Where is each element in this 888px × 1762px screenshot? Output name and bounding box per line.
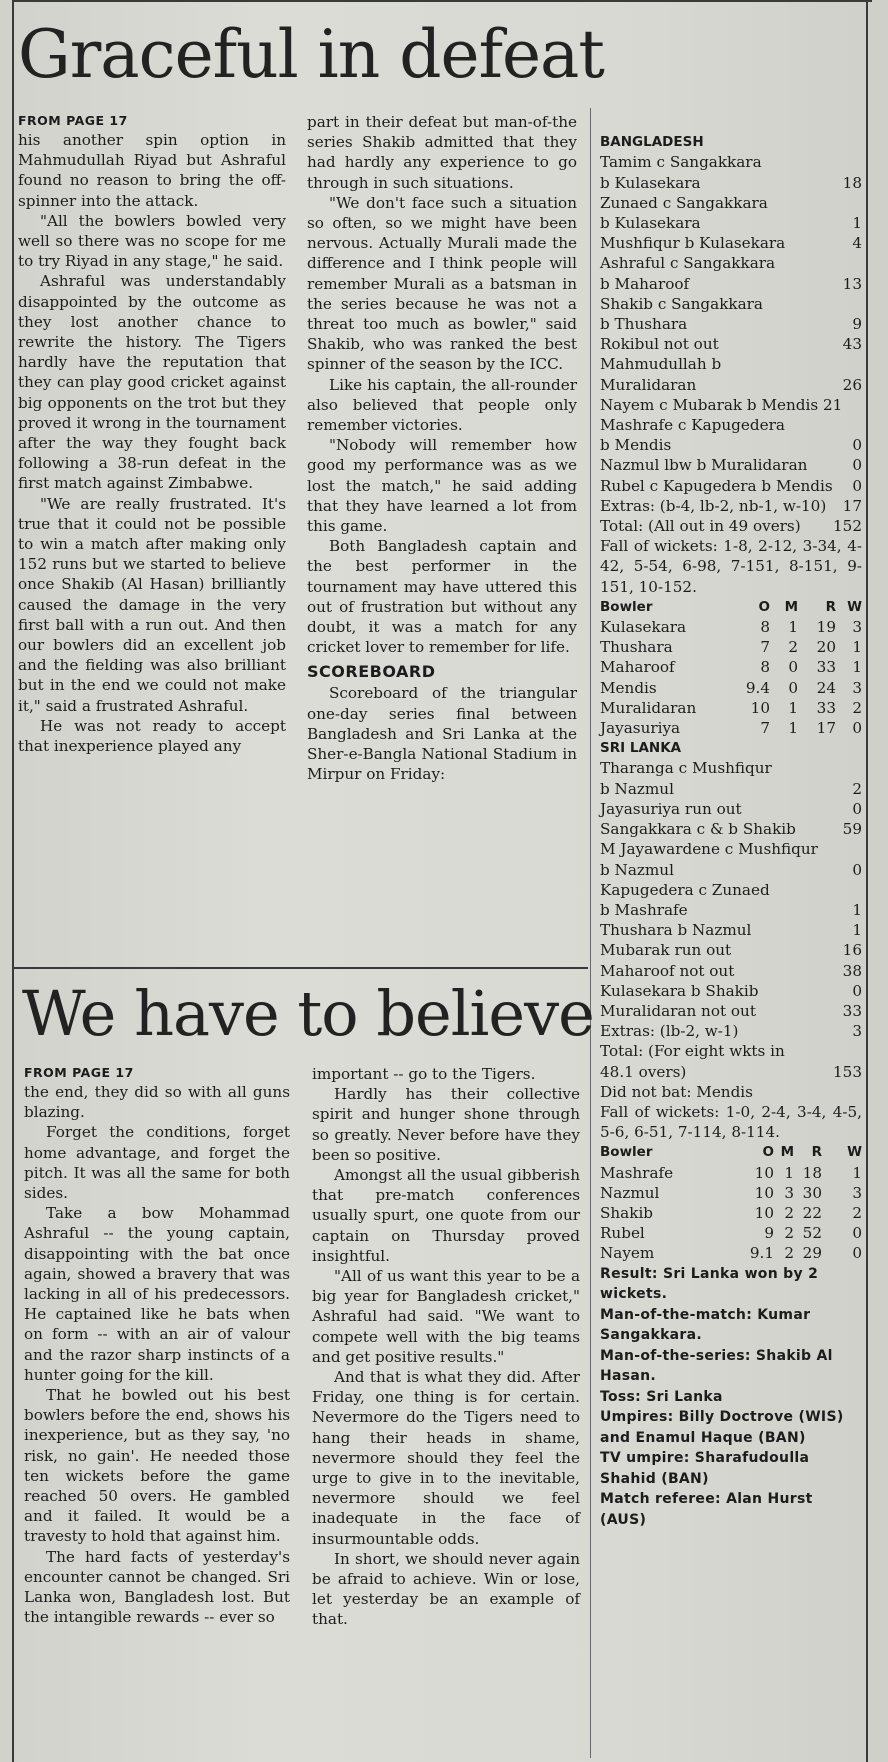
bangladesh-bowling-cell: 18 (802, 1163, 822, 1182)
srilanka-bowling-cell: 10 (750, 698, 770, 717)
bangladesh-batting-entry: Mahmudullah b (600, 355, 722, 374)
srilanka-bowling-row (600, 698, 862, 718)
article1-paragraph: Ashraful was understandably disappointed by the outcome as they lost another chance to rewrite the history. The Tigers hardly have the reputation that they can play good cricket against big opponents on the trot but they proved it wrong in the tournament after the way they fought back following a 38-run defeat in the first match against Zimbabwe. (18, 272, 286, 493)
bangladesh-bowling-row (600, 1163, 862, 1183)
srilanka-bowling-cell: 3 (852, 618, 862, 637)
srilanka-batting-row (600, 961, 862, 981)
srilanka-bowling-figures (600, 617, 862, 738)
match-referee-info: Match referee: Alan Hurst (AUS) (600, 1491, 813, 1528)
team-srilanka-label: SRI LANKA (600, 740, 682, 757)
srilanka-bowling-cell: 33 (816, 698, 836, 717)
left-border-rule (12, 0, 14, 1762)
bangladesh-batting-row (600, 213, 862, 233)
srilanka-bowling-header-cell: W (847, 598, 862, 615)
srilanka-batting-row (600, 981, 862, 1001)
bangladesh-batting-entry: Zunaed c Sangakkara (600, 193, 768, 212)
srilanka-bowling-cell: Mendis (600, 678, 657, 697)
article1-column-2 (307, 112, 577, 785)
srilanka-fall-of-wickets: Fall of wickets: 1-0, 2-4, 3-4, 4-5, 5-6, 6-51, 7-114, 8-114. (600, 1102, 862, 1142)
bangladesh-bowling-cell: 29 (802, 1244, 822, 1263)
bangladesh-batting-entry: Rubel c Kapugedera b Mendis (600, 476, 833, 495)
bangladesh-bowling-cell: 2 (852, 1203, 862, 1222)
article1-paragraph: Like his captain, the all-rounder also believed that people only remember victories. (307, 375, 577, 435)
bangladesh-batting-row (600, 375, 862, 395)
bangladesh-batting-row (600, 455, 862, 475)
bangladesh-batting-runs: 1 (852, 214, 862, 232)
srilanka-bowling-cell: 0 (788, 658, 798, 677)
srilanka-batting-row (600, 1001, 862, 1021)
bangladesh-batting-entry: b Kulasekara (600, 173, 701, 192)
srilanka-bowling-cell: 7 (760, 638, 770, 657)
bangladesh-batting-runs: 0 (852, 476, 862, 495)
bangladesh-bowling-header-cell: O (762, 1144, 774, 1161)
bangladesh-bowling-cell: 0 (852, 1244, 862, 1263)
bangladesh-bowling-cell: Shakib (600, 1203, 654, 1222)
headline-we-have-to-believe: We have to believe (22, 977, 594, 1050)
article1-paragraph: "We are really frustrated. It's true that it could not be possible to win a match after making only 152 runs but we started to believe once Shakib (Al Hasan) brilliantly caused the damage in the very first ball with a run out. And then our bowlers did an excellent job and the fielding was also brilliant but in the end we could not make it," said a frustrated Ashraful. (18, 494, 286, 715)
srilanka-batting-runs: 16 (842, 941, 862, 960)
srilanka-bowling-cell: 20 (816, 638, 836, 657)
srilanka-batting-entry: Total: (For eight wkts in (600, 1042, 785, 1061)
bangladesh-bowling-cell: 2 (784, 1224, 794, 1243)
bangladesh-bowling-header-cell: Bowler (600, 1144, 653, 1161)
srilanka-batting-entry: b Mashrafe (600, 900, 688, 919)
article2-column-2 (312, 1064, 580, 1630)
bangladesh-batting-list (600, 152, 862, 536)
srilanka-batting-row (600, 779, 862, 799)
srilanka-bowling-row (600, 637, 862, 657)
srilanka-bowling-cell: 3 (852, 678, 862, 697)
bangladesh-batting-row (600, 496, 862, 516)
bangladesh-batting-row (600, 314, 862, 334)
bangladesh-batting-runs: 13 (842, 274, 862, 293)
srilanka-bowling-cell: 8 (760, 618, 770, 637)
srilanka-bowling-row (600, 657, 862, 677)
srilanka-bowling-cell: 1 (788, 698, 798, 717)
srilanka-batting-entry: 48.1 overs) (600, 1062, 687, 1081)
from-page-label: FROM PAGE 17 (18, 113, 128, 128)
bangladesh-batting-runs: 43 (842, 335, 862, 354)
article2-paragraph: And that is what they did. After Friday, one thing is for certain. Nevermore do the Tigers need to hang their heads in shame, nevermore should they feel the urge to give in to the inevitable, nevermore should we feel inadequate in the face of insurmountable odds. (312, 1368, 580, 1548)
srilanka-bowling-header-cell: Bowler (600, 598, 653, 615)
srilanka-batting-list (600, 758, 862, 1101)
bangladesh-batting-entry: Extras: (b-4, lb-2, nb-1, w-10) (600, 496, 827, 515)
top-rule (12, 0, 872, 2)
srilanka-bowling-cell: 7 (760, 719, 770, 738)
srilanka-bowling-header-cell: O (758, 598, 770, 615)
srilanka-batting-row (600, 860, 862, 880)
bangladesh-batting-row (600, 233, 862, 253)
bangladesh-bowling-header-cell: W (847, 1144, 862, 1161)
bangladesh-batting-entry: Mashrafe c Kapugedera (600, 416, 785, 435)
bangladesh-batting-row (600, 173, 862, 193)
bangladesh-batting-row (600, 516, 862, 536)
srilanka-bowling-cell: Jayasuriya (600, 719, 681, 738)
bangladesh-fall-of-wickets: Fall of wickets: 1-8, 2-12, 3-34, 4-42, 5-54, 6-98, 7-151, 8-151, 9-151, 10-152. (600, 537, 862, 596)
bangladesh-batting-runs: 9 (852, 315, 862, 334)
bangladesh-batting-row (600, 395, 862, 415)
srilanka-batting-runs: 1 (852, 900, 862, 919)
srilanka-batting-runs: 3 (852, 1022, 862, 1041)
bangladesh-batting-runs: 26 (842, 375, 862, 394)
srilanka-batting-runs: 0 (852, 860, 862, 879)
srilanka-bowling-row (600, 678, 862, 698)
srilanka-bowling-cell: 1 (852, 658, 862, 677)
srilanka-bowling-cell: 0 (852, 719, 862, 738)
bangladesh-batting-row (600, 253, 862, 273)
bangladesh-bowling-row (600, 1243, 862, 1263)
team-bangladesh-label: BANGLADESH (600, 134, 704, 151)
srilanka-batting-entry: Kulasekara b Shakib (600, 981, 759, 1000)
srilanka-batting-row (600, 900, 862, 920)
srilanka-bowling-cell: 33 (816, 658, 836, 677)
srilanka-batting-runs: 59 (842, 820, 862, 839)
bangladesh-batting-row (600, 415, 862, 435)
bangladesh-bowling-cell: 2 (784, 1244, 794, 1263)
article2-paragraph: That he bowled out his best bowlers before the end, shows his inexperience, but as they say, 'no risk, no gain'. He needed those ten wickets before the game reached 50 overs. He gambled and it failed. It would be a travesty to hold that against him. (24, 1386, 290, 1546)
bangladesh-bowling-row (600, 1223, 862, 1243)
srilanka-batting-runs: 2 (852, 779, 862, 798)
bangladesh-bowling-cell: Nazmul (600, 1183, 660, 1202)
srilanka-batting-entry: Sangakkara c & b Shakib (600, 820, 796, 839)
bangladesh-batting-entry: Mushfiqur b Kulasekara (600, 234, 786, 253)
scoreboard-column (600, 112, 862, 1530)
article1-paragraph: "Nobody will remember how good my performance was as we lost the match," he said adding that they have learned a lot from this game. (307, 436, 577, 536)
article2-paragraph: Hardly has their collective spirit and hunger shone through so greatly. Never before have they been so positive. (312, 1085, 580, 1164)
toss-info: Toss: Sri Lanka (600, 1388, 723, 1405)
article2-column-1 (24, 1064, 290, 1627)
bangladesh-batting-entry: b Mendis (600, 436, 672, 455)
bangladesh-bowling-cell: 9 (764, 1224, 774, 1243)
srilanka-batting-entry: Jayasuriya run out (600, 799, 742, 818)
srilanka-bowling-row (600, 718, 862, 738)
srilanka-batting-entry: M Jayawardene c Mushfiqur (600, 840, 818, 859)
srilanka-bowling-row (600, 617, 862, 637)
article2-paragraph: In short, we should never again be afraid to achieve. Win or lose, let yesterday be an example of that. (312, 1549, 580, 1629)
bangladesh-batting-row (600, 435, 862, 455)
bangladesh-batting-entry: Tamim c Sangakkara (600, 153, 762, 172)
right-border-rule (866, 0, 868, 1762)
bangladesh-batting-row (600, 334, 862, 354)
bangladesh-bowling-cell: Rubel (600, 1224, 645, 1243)
bangladesh-bowling-cell: 10 (754, 1163, 774, 1182)
srilanka-batting-runs: 33 (842, 1001, 862, 1020)
bangladesh-batting-entry: Total: (All out in 49 overs) (600, 517, 801, 536)
srilanka-batting-runs: 0 (852, 799, 862, 818)
article2-paragraph: Forget the conditions, forget home advantage, and forget the pitch. It was all the same for both sides. (24, 1123, 290, 1203)
srilanka-bowling-cell: Muralidaran (600, 698, 697, 717)
srilanka-bowling-cell: Kulasekara (600, 618, 687, 637)
bangladesh-batting-runs: 0 (852, 456, 862, 475)
srilanka-batting-row (600, 920, 862, 940)
article2-paragraph: The hard facts of yesterday's encounter cannot be changed. Sri Lanka won, Bangladesh lost. But the intangible rewards -- ever so (24, 1547, 290, 1627)
srilanka-bowling-cell: Maharoof (600, 658, 675, 677)
srilanka-bowling-cell: 1 (852, 638, 862, 657)
srilanka-batting-entry: Maharoof not out (600, 961, 735, 980)
bangladesh-bowling-cell: 52 (802, 1224, 822, 1243)
srilanka-batting-row (600, 1062, 862, 1082)
bangladesh-bowling-cell: 30 (802, 1183, 822, 1202)
scoreboard-intro-continuation-spacer (600, 112, 862, 132)
srilanka-batting-row (600, 758, 862, 778)
article1-paragraph: his another spin option in Mahmudullah Riyad but Ashraful found no reason to bring the off-spinner into the attack. (18, 131, 286, 210)
srilanka-batting-entry: b Nazmul (600, 860, 674, 879)
srilanka-batting-row (600, 819, 862, 839)
scoreboard-intro: Scoreboard of the triangular one-day series final between Bangladesh and Sri Lanka at the Sher-e-Bangla National Stadium in Mirpur on Friday: (307, 684, 577, 784)
bangladesh-bowling-cell: 0 (852, 1224, 862, 1243)
bangladesh-batting-entry: b Maharoof (600, 274, 690, 293)
srilanka-batting-entry: Kapugedera c Zunaed (600, 880, 770, 899)
bangladesh-batting-entry: Ashraful c Sangakkara (600, 254, 776, 273)
bangladesh-bowling-header (600, 597, 862, 617)
srilanka-batting-entry: Did not bat: Mendis (600, 1082, 753, 1101)
srilanka-batting-runs: 38 (842, 961, 862, 980)
bangladesh-batting-row (600, 476, 862, 496)
bangladesh-bowling-cell: 1 (784, 1163, 794, 1182)
bangladesh-bowling-cell: 9.1 (749, 1244, 774, 1263)
bangladesh-batting-runs: 152 (833, 517, 862, 536)
bangladesh-batting-entry: Shakib c Sangakkara (600, 294, 763, 313)
srilanka-batting-runs: 153 (833, 1062, 862, 1081)
srilanka-batting-entry: Tharanga c Mushfiqur (600, 759, 772, 778)
bangladesh-batting-entry: b Kulasekara (600, 214, 701, 232)
srilanka-batting-row (600, 799, 862, 819)
bangladesh-bowling-cell: 3 (852, 1183, 862, 1202)
srilanka-batting-row (600, 1021, 862, 1041)
srilanka-bowling-header (600, 1142, 862, 1162)
man-of-the-match: Man-of-the-match: Kumar Sangakkara. (600, 1306, 811, 1344)
bangladesh-batting-row (600, 354, 862, 374)
bangladesh-bowling-cell: 2 (784, 1203, 794, 1222)
article-divider-rule (14, 967, 588, 969)
srilanka-bowling-cell: 8 (760, 658, 770, 677)
scoreboard-heading: SCOREBOARD (307, 662, 436, 682)
headline-graceful-in-defeat: Graceful in defeat (18, 16, 604, 93)
srilanka-batting-runs: 0 (852, 981, 862, 1000)
srilanka-batting-entry: Muralidaran not out (600, 1001, 756, 1020)
man-of-the-series: Man-of-the-series: Shakib Al Hasan. (600, 1347, 833, 1385)
article1-column-1 (18, 112, 286, 756)
srilanka-batting-entry: Extras: (lb-2, w-1) (600, 1022, 739, 1041)
bangladesh-batting-row (600, 274, 862, 294)
bangladesh-bowling-cell: 3 (784, 1183, 794, 1202)
tv-umpire-info: TV umpire: Sharafudoulla Shahid (BAN) (600, 1450, 810, 1487)
article2-paragraph: important -- go to the Tigers. (312, 1065, 536, 1083)
srilanka-bowling-cell: 17 (816, 719, 836, 738)
srilanka-batting-entry: Mubarak run out (600, 941, 732, 960)
bangladesh-bowling-row (600, 1203, 862, 1223)
srilanka-batting-row (600, 1082, 862, 1102)
bangladesh-batting-runs: 4 (852, 234, 862, 253)
srilanka-batting-entry: Thushara b Nazmul (600, 921, 752, 940)
bangladesh-batting-row (600, 152, 862, 172)
srilanka-bowling-cell: 2 (788, 638, 798, 657)
srilanka-batting-row (600, 940, 862, 960)
article2-paragraph: Amongst all the usual gibberish that pre-match conferences usually spurt, one quote from our captain on Thursday proved insightful. (312, 1166, 580, 1265)
umpires-info: Umpires: Billy Doctrove (WIS) and Enamul Haque (BAN) (600, 1409, 844, 1446)
bangladesh-batting-entry: Nazmul lbw b Muralidaran (600, 456, 808, 475)
article1-paragraph: Both Bangladesh captain and the best performer in the tournament may have uttered this out of frustration but without any doubt, it was a match for any cricket lover to remember for life. (307, 537, 577, 657)
bangladesh-bowling-cell: 10 (754, 1203, 774, 1222)
srilanka-bowling-header-cell: M (784, 598, 798, 615)
bangladesh-batting-runs: 17 (842, 496, 862, 515)
article2-paragraph: the end, they did so with all guns blazing. (24, 1083, 290, 1122)
srilanka-bowling-header-cell: R (825, 598, 836, 615)
match-result: Result: Sri Lanka won by 2 wickets. (600, 1265, 819, 1303)
article1-paragraph: "All the bowlers bowled very well so there was no scope for me to try Riyad in any stage," he said. (18, 211, 286, 271)
srilanka-bowling-cell: Thushara (600, 638, 673, 657)
srilanka-bowling-cell: 24 (816, 678, 836, 697)
srilanka-batting-row (600, 1041, 862, 1061)
srilanka-bowling-cell: 19 (816, 618, 836, 637)
bangladesh-batting-entry: Nayem c Mubarak b Mendis 21 (600, 395, 843, 414)
bangladesh-bowling-cell: Mashrafe (600, 1163, 674, 1182)
bangladesh-batting-row (600, 193, 862, 213)
bangladesh-bowling-cell: 22 (802, 1203, 822, 1222)
from-page-label: FROM PAGE 17 (24, 1065, 134, 1080)
srilanka-bowling-cell: 1 (788, 719, 798, 738)
bangladesh-batting-entry: Rokibul not out (600, 335, 719, 354)
bangladesh-bowling-header-cell: M (780, 1144, 794, 1161)
srilanka-batting-entry: b Nazmul (600, 779, 674, 798)
srilanka-bowling-cell: 9.4 (745, 678, 770, 697)
article1-paragraph: part in their defeat but man-of-the series Shakib admitted that they had hardly any experience to go through in such situations. (307, 113, 577, 192)
article1-paragraph: He was not ready to accept that inexperience played any (18, 716, 286, 756)
bangladesh-bowling-cell: 1 (852, 1163, 862, 1182)
article2-paragraph: Take a bow Mohammad Ashraful -- the young captain, disappointing with the bat once again, showed a bravery that was lacking in all of his predecessors. He captained like he bats when on form -- with an air of valour and the razor sharp instincts of a hunter going for the kill. (24, 1204, 290, 1384)
bangladesh-batting-runs: 0 (852, 436, 862, 455)
bangladesh-batting-entry: b Thushara (600, 315, 688, 334)
srilanka-bowling-cell: 0 (788, 678, 798, 697)
srilanka-batting-row (600, 880, 862, 900)
bangladesh-bowling-figures (600, 1163, 862, 1264)
article1-paragraph: "We don't face such a situation so often, so we might have been nervous. Actually Murali made the difference and I think people will remember Murali as a batsman in the series because he was not a threat too much as bowler," said Shakib, who was ranked the best spinner of the season by the ICC. (307, 193, 577, 374)
srilanka-bowling-cell: 2 (852, 698, 862, 717)
bangladesh-bowling-header-cell: R (811, 1144, 822, 1161)
bangladesh-bowling-cell: 10 (754, 1183, 774, 1202)
bangladesh-bowling-cell: Nayem (600, 1244, 655, 1263)
article2-paragraph: "All of us want this year to be a big year for Bangladesh cricket," Ashraful had said. "We want to compete well with the big teams and get positive results." (312, 1267, 580, 1366)
bangladesh-bowling-row (600, 1183, 862, 1203)
srilanka-bowling-cell: 1 (788, 618, 798, 637)
scoreboard-column-divider (590, 108, 591, 1758)
bangladesh-batting-row (600, 294, 862, 314)
bangladesh-batting-entry: Muralidaran (600, 375, 697, 394)
srilanka-batting-runs: 1 (852, 921, 862, 940)
bangladesh-batting-runs: 18 (842, 173, 862, 192)
srilanka-batting-row (600, 839, 862, 859)
